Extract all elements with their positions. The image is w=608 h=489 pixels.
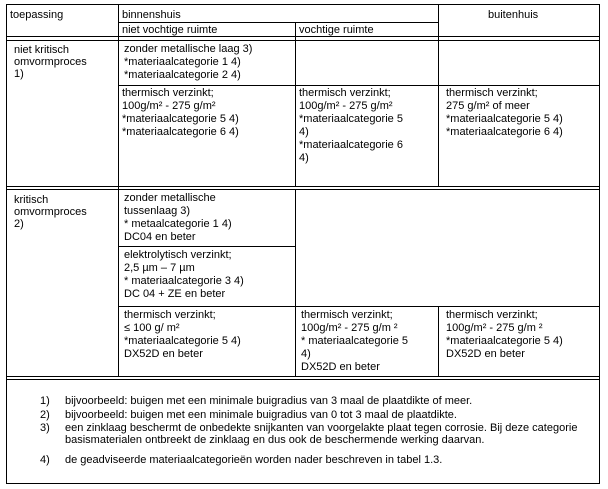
s1-r2-c3: thermisch verzinkt; 275 g/m² of meer *materiaalcategorie 5 4) *materiaalcategorie 6 4) [446, 87, 563, 138]
s1-label: niet kritisch omvormproces 1) [14, 44, 87, 80]
footnote-divider-line [6, 376, 600, 377]
s1-r1-c1: zonder metallische laag 3) *materiaalcategorie 1 4) *materiaalcategorie 2 4) [124, 43, 253, 81]
col-line-1 [118, 4, 119, 376]
s1-r2-c1: thermisch verzinkt; 100g/m² - 275 g/m² *materiaalcategorie 5 4) *materiaalcategorie 6 4) [122, 87, 239, 138]
header-vochtige: vochtige ruimte [299, 24, 374, 36]
col-line-3-top [438, 4, 439, 186]
s2-r2-c1: elektrolytisch verzinkt; 2,5 µm – 7 µm * materiaalcategorie 3 4) DC 04 + ZE en beter [124, 249, 244, 300]
s2-r3-c3: thermisch verzinkt; 100g/m² - 275 g/m ² *materiaalcategorie 5 4) DX52D en beter [446, 309, 563, 360]
s2-label: kritisch omvormproces 2) [14, 194, 87, 230]
col-line-3-bottom [438, 306, 439, 376]
row-line-s2b [118, 306, 600, 307]
row-line-s1 [118, 85, 600, 86]
header-double-line [6, 40, 600, 41]
header-binnenshuis: binnenshuis [122, 9, 181, 21]
header-bottom-line [6, 36, 600, 37]
subheader-line [118, 22, 438, 23]
section-divider-line [6, 186, 600, 187]
header-niet-vochtige: niet vochtige ruimte [122, 24, 218, 36]
row-line-s2a [118, 246, 295, 247]
col-line-2-bottom [295, 189, 296, 376]
s2-r1-c1: zonder metallische tussenlaag 3) * metaalcategorie 1 4) DC04 en beter [124, 192, 232, 243]
header-toepassing: toepassing [10, 9, 64, 21]
header-buitenhuis: buitenhuis [488, 9, 539, 21]
col-line-2-top [295, 22, 296, 186]
s1-r2-c2: thermisch verzinkt; 100g/m² - 275 g/m² *materiaalcategorie 5 4) *materiaalcategorie 6 4) [299, 87, 403, 164]
footnote-divider-double-line [6, 379, 600, 380]
s2-r3-c1: thermisch verzinkt; ≤ 100 g/ m² *materiaalcategorie 5 4) DX52D en beter [124, 309, 241, 360]
section-divider-double-line [6, 189, 600, 190]
s2-r3-c2: thermisch verzinkt; 100g/m² - 275 g/m ² * materiaalcategorie 5 4) DX52D en beter [301, 309, 409, 373]
